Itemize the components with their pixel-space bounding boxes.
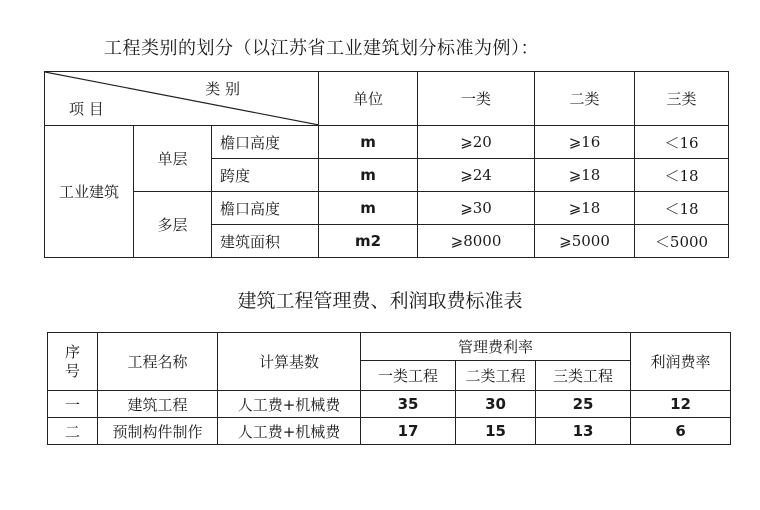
- diagonal-header-cell: [45, 72, 319, 126]
- header-profit-rate: 利润费率: [631, 333, 731, 391]
- class-3-cell: ＜18: [635, 159, 729, 192]
- class-2-cell: ⩾5000: [535, 225, 635, 258]
- fee-standard-title: 建筑工程管理费、利润取费标准表: [237, 290, 523, 312]
- class-1-cell: ⩾24: [418, 159, 535, 192]
- header-class-2: 二类: [535, 72, 635, 126]
- single-layer-label: 单层: [134, 126, 212, 192]
- item-label: 檐口高度: [212, 192, 319, 225]
- rate-cell: 25: [536, 391, 631, 418]
- seq-cell: 二: [48, 418, 98, 445]
- class-3-cell: ＜16: [635, 126, 729, 159]
- table-row: [45, 126, 729, 159]
- item-label: 跨度: [212, 159, 319, 192]
- class-1-cell: ⩾30: [418, 192, 535, 225]
- table-header-row: [45, 72, 729, 126]
- header-class-3: 三类: [635, 72, 729, 126]
- header-unit: 单位: [319, 72, 418, 126]
- header-class-1: 一类: [418, 72, 535, 126]
- class-1-cell: ⩾8000: [418, 225, 535, 258]
- rate-cell: 13: [536, 418, 631, 445]
- rate-cell: 35: [361, 391, 456, 418]
- table-row: [48, 391, 731, 418]
- header-mgmt-rate: 管理费利率: [361, 333, 631, 361]
- header-item: 项 目: [69, 100, 104, 118]
- multi-layer-label: 多层: [134, 192, 212, 258]
- rate-cell: 15: [456, 418, 536, 445]
- class-2-cell: ⩾16: [535, 126, 635, 159]
- header-class-1-project: 一类工程: [361, 361, 456, 391]
- header-project-name: 工程名称: [98, 333, 218, 391]
- fee-standard-table: [47, 332, 731, 445]
- profit-cell: 12: [631, 391, 731, 418]
- rate-cell: 17: [361, 418, 456, 445]
- table-row: [45, 192, 729, 225]
- header-class-2-project: 二类工程: [456, 361, 536, 391]
- class-3-cell: ＜18: [635, 192, 729, 225]
- calc-base-cell: 人工费+机械费: [218, 418, 361, 445]
- class-3-cell: ＜5000: [635, 225, 729, 258]
- item-label: 檐口高度: [212, 126, 319, 159]
- unit-cell: m: [319, 159, 418, 192]
- project-name-cell: 建筑工程: [98, 391, 218, 418]
- rate-cell: 30: [456, 391, 536, 418]
- class-2-cell: ⩾18: [535, 159, 635, 192]
- class-2-cell: ⩾18: [535, 192, 635, 225]
- classification-table: [44, 71, 729, 258]
- project-name-cell: 预制构件制作: [98, 418, 218, 445]
- table-row: [48, 418, 731, 445]
- profit-cell: 6: [631, 418, 731, 445]
- unit-cell: m: [319, 192, 418, 225]
- unit-cell: m: [319, 126, 418, 159]
- header-category: 类 别: [205, 80, 241, 98]
- seq-cell: 一: [48, 391, 98, 418]
- item-label: 建筑面积: [212, 225, 319, 258]
- table-header-row: [48, 333, 731, 361]
- class-1-cell: ⩾20: [418, 126, 535, 159]
- header-class-3-project: 三类工程: [536, 361, 631, 391]
- calc-base-cell: 人工费+机械费: [218, 391, 361, 418]
- category-industrial: 工业建筑: [45, 126, 134, 258]
- header-calc-base: 计算基数: [218, 333, 361, 391]
- classification-title: 工程类别的划分（以江苏省工业建筑划分标准为例）：: [104, 38, 539, 59]
- unit-cell: m2: [319, 225, 418, 258]
- header-seq: 序号: [48, 333, 98, 391]
